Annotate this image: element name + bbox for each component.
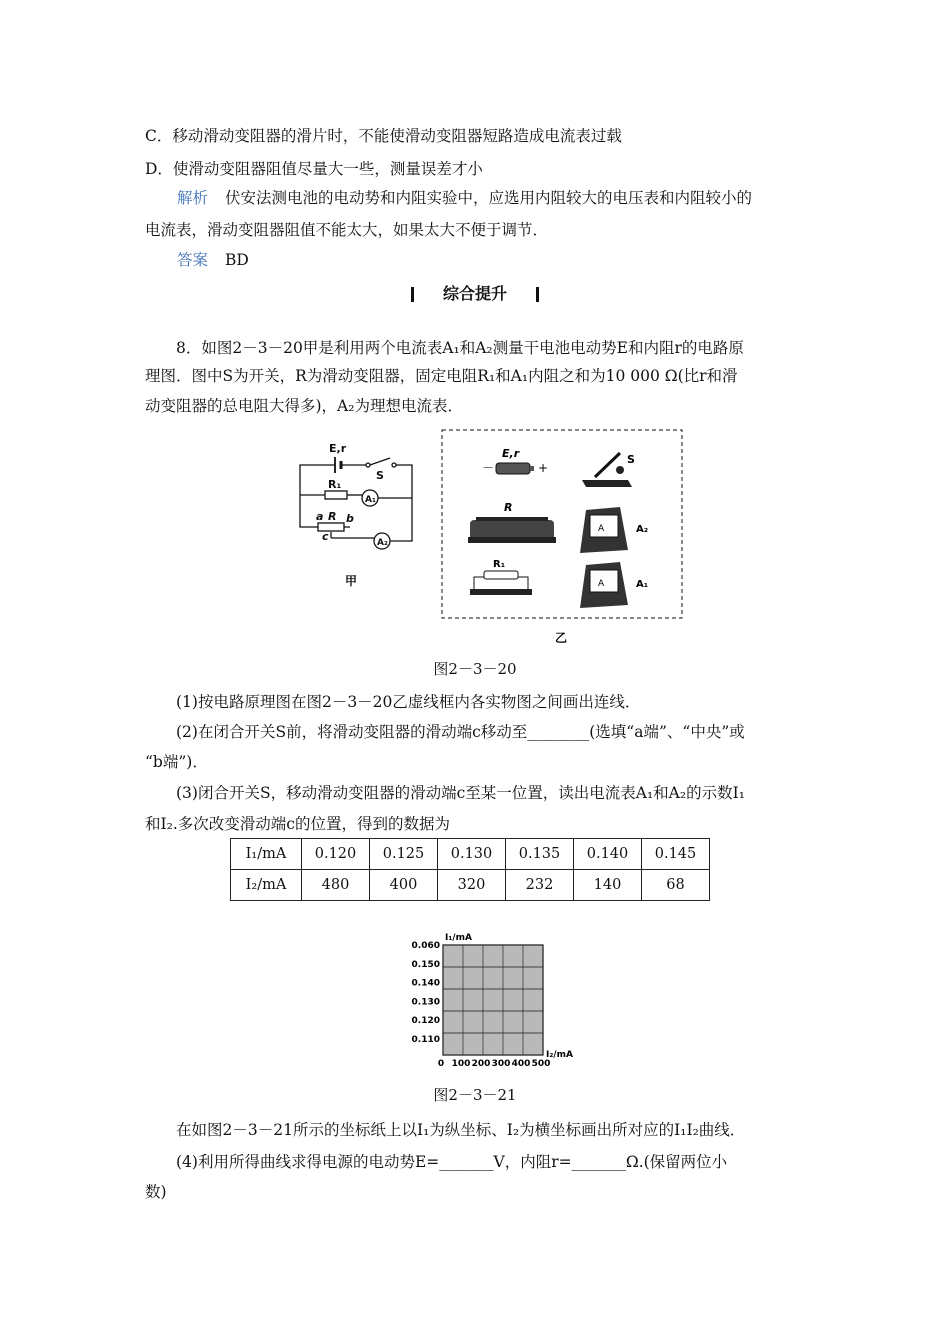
table-cell: 0.125 (370, 839, 438, 870)
battery-er-label: E,r (502, 447, 520, 460)
sub2-line1: (2)在闭合开关S前，将滑动变阻器的滑动端c移动至________(选填“a端”、“中央”或 (176, 723, 745, 741)
table-cell: 140 (574, 870, 642, 901)
y-tick-label: 0.060 (411, 941, 440, 951)
table-cell: 0.135 (506, 839, 574, 870)
ammeter-a1-component (580, 562, 648, 608)
analysis-label: 解析 (177, 189, 209, 207)
switch-component (582, 453, 635, 487)
y-axis-label: I₁/mA (445, 933, 472, 943)
table-cell: 0.120 (302, 839, 370, 870)
circuit-er-label: E,r (329, 442, 347, 455)
q8-line3: 动变阻器的总电阻大得多)，A₂为理想电流表． (145, 397, 463, 415)
switch-s-label: S (627, 453, 635, 466)
data-table (230, 838, 710, 901)
table-cell: 0.145 (642, 839, 710, 870)
circuit-a2-label: A₂ (377, 538, 388, 548)
table-cell: 400 (370, 870, 438, 901)
circuit-s-label: S (376, 469, 384, 482)
circuit-b-label: b (346, 512, 354, 525)
circuit-r-label: R (328, 510, 337, 523)
q8-line1: 8．如图2－3－20甲是利用两个电流表A₁和A₂测量干电池电动势E和内阻r的电路原 (176, 339, 744, 357)
analysis-text: 伏安法测电池的电动势和内阻实验中，应选用内阻较大的电压表和内阻较小的 (224, 189, 752, 207)
y-tick-label: 0.120 (411, 1016, 440, 1027)
sub3-line2: 和I₂.多次改变滑动端c的位置，得到的数据为 (145, 815, 450, 833)
table-row-i2 (231, 870, 710, 901)
sub4-line2: 数) (145, 1183, 167, 1201)
answer-label: 答案 (177, 251, 209, 269)
circuit-c-label: c (322, 530, 329, 543)
circuit-a1-label: A₁ (365, 495, 376, 505)
x-tick-label: 200 (471, 1059, 491, 1069)
figure-2-3-20 (290, 425, 690, 650)
y-tick-label: 0.110 (411, 1035, 440, 1046)
graph-instruction: 在如图2－3－21所示的坐标纸上以I₁为纵坐标、I₂为横坐标画出所对应的I₁I₂曲线． (176, 1121, 746, 1139)
a1-meter-label: A₁ (636, 579, 649, 590)
row2-header: I₂/mA (231, 870, 302, 901)
analysis-line1 (145, 186, 752, 208)
option-c: C．移动滑动变阻器的滑片时，不能使滑动变阻器短路造成电流表过载 (145, 127, 622, 145)
table-cell: 68 (642, 870, 710, 901)
figure-2-3-21-grid (395, 925, 585, 1080)
sub4-line1: (4)利用所得曲线求得电源的电动势E=_______V，内阻r=_______Ω.(保留两位小 (176, 1153, 728, 1171)
answer-value: BD (224, 251, 249, 269)
battery-plus: + (538, 461, 549, 475)
q8-line2: 理图．图中S为开关，R为滑动变阻器，固定电阻R₁和A₁内阻之和为10 000 Ω(比r和滑 (145, 367, 738, 385)
circuit-schematic (300, 457, 412, 549)
a2-meter-label: A₂ (636, 524, 649, 535)
y-tick-label: 0.150 (411, 959, 440, 970)
section-title: 综合提升 (442, 284, 507, 303)
option-d: D．使滑动变阻器阻值尽量大一些，测量误差才小 (145, 160, 483, 178)
rheostat-r-label: R (504, 501, 513, 514)
heading-bar-left (411, 287, 414, 302)
r1-label: R₁ (493, 559, 506, 570)
battery-component (482, 447, 548, 475)
circuit-r1-label: R₁ (328, 478, 342, 491)
heading-bar-right (536, 287, 539, 302)
label-yi: 乙 (555, 631, 568, 645)
a2-meter-face: A (598, 524, 605, 534)
resistor-r1-component (470, 559, 532, 595)
table-cell: 0.130 (438, 839, 506, 870)
sub2-line2: “b端”)． (145, 753, 208, 771)
table-cell: 232 (506, 870, 574, 901)
x-tick-label: 500 (531, 1059, 551, 1069)
answer-line (145, 248, 249, 270)
fig2-caption: 图2－3－21 (433, 1086, 517, 1104)
y-tick-label: 0.130 (411, 997, 440, 1008)
analysis-line2: 电流表，滑动变阻器阻值不能太大，如果太大不便于调节． (145, 221, 549, 239)
sub3-line1: (3)闭合开关S，移动滑动变阻器的滑动端c至某一位置，读出电流表A₁和A₂的示数I₁ (176, 784, 745, 802)
section-heading (0, 281, 950, 304)
x-tick-label: 300 (491, 1059, 511, 1069)
circuit-a-label: a (316, 510, 324, 523)
x-tick-label: 0 (437, 1059, 445, 1069)
label-jia: 甲 (345, 574, 358, 588)
row1-header: I₁/mA (231, 839, 302, 870)
battery-minus: － (482, 461, 495, 475)
table-cell: 320 (438, 870, 506, 901)
a1-meter-face: A (598, 579, 605, 589)
y-tick-label: 0.140 (411, 978, 440, 989)
rheostat-component (468, 501, 556, 543)
x-tick-label: 100 (451, 1059, 471, 1069)
table-row-i1 (231, 839, 710, 870)
x-axis-label: I₂/mA (546, 1050, 573, 1060)
fig1-caption: 图2－3－20 (433, 660, 517, 678)
table-cell: 0.140 (574, 839, 642, 870)
x-tick-label: 400 (511, 1059, 531, 1069)
table-cell: 480 (302, 870, 370, 901)
sub1: (1)按电路原理图在图2－3－20乙虚线框内各实物图之间画出连线． (176, 693, 641, 711)
ammeter-a2-component (580, 507, 648, 553)
